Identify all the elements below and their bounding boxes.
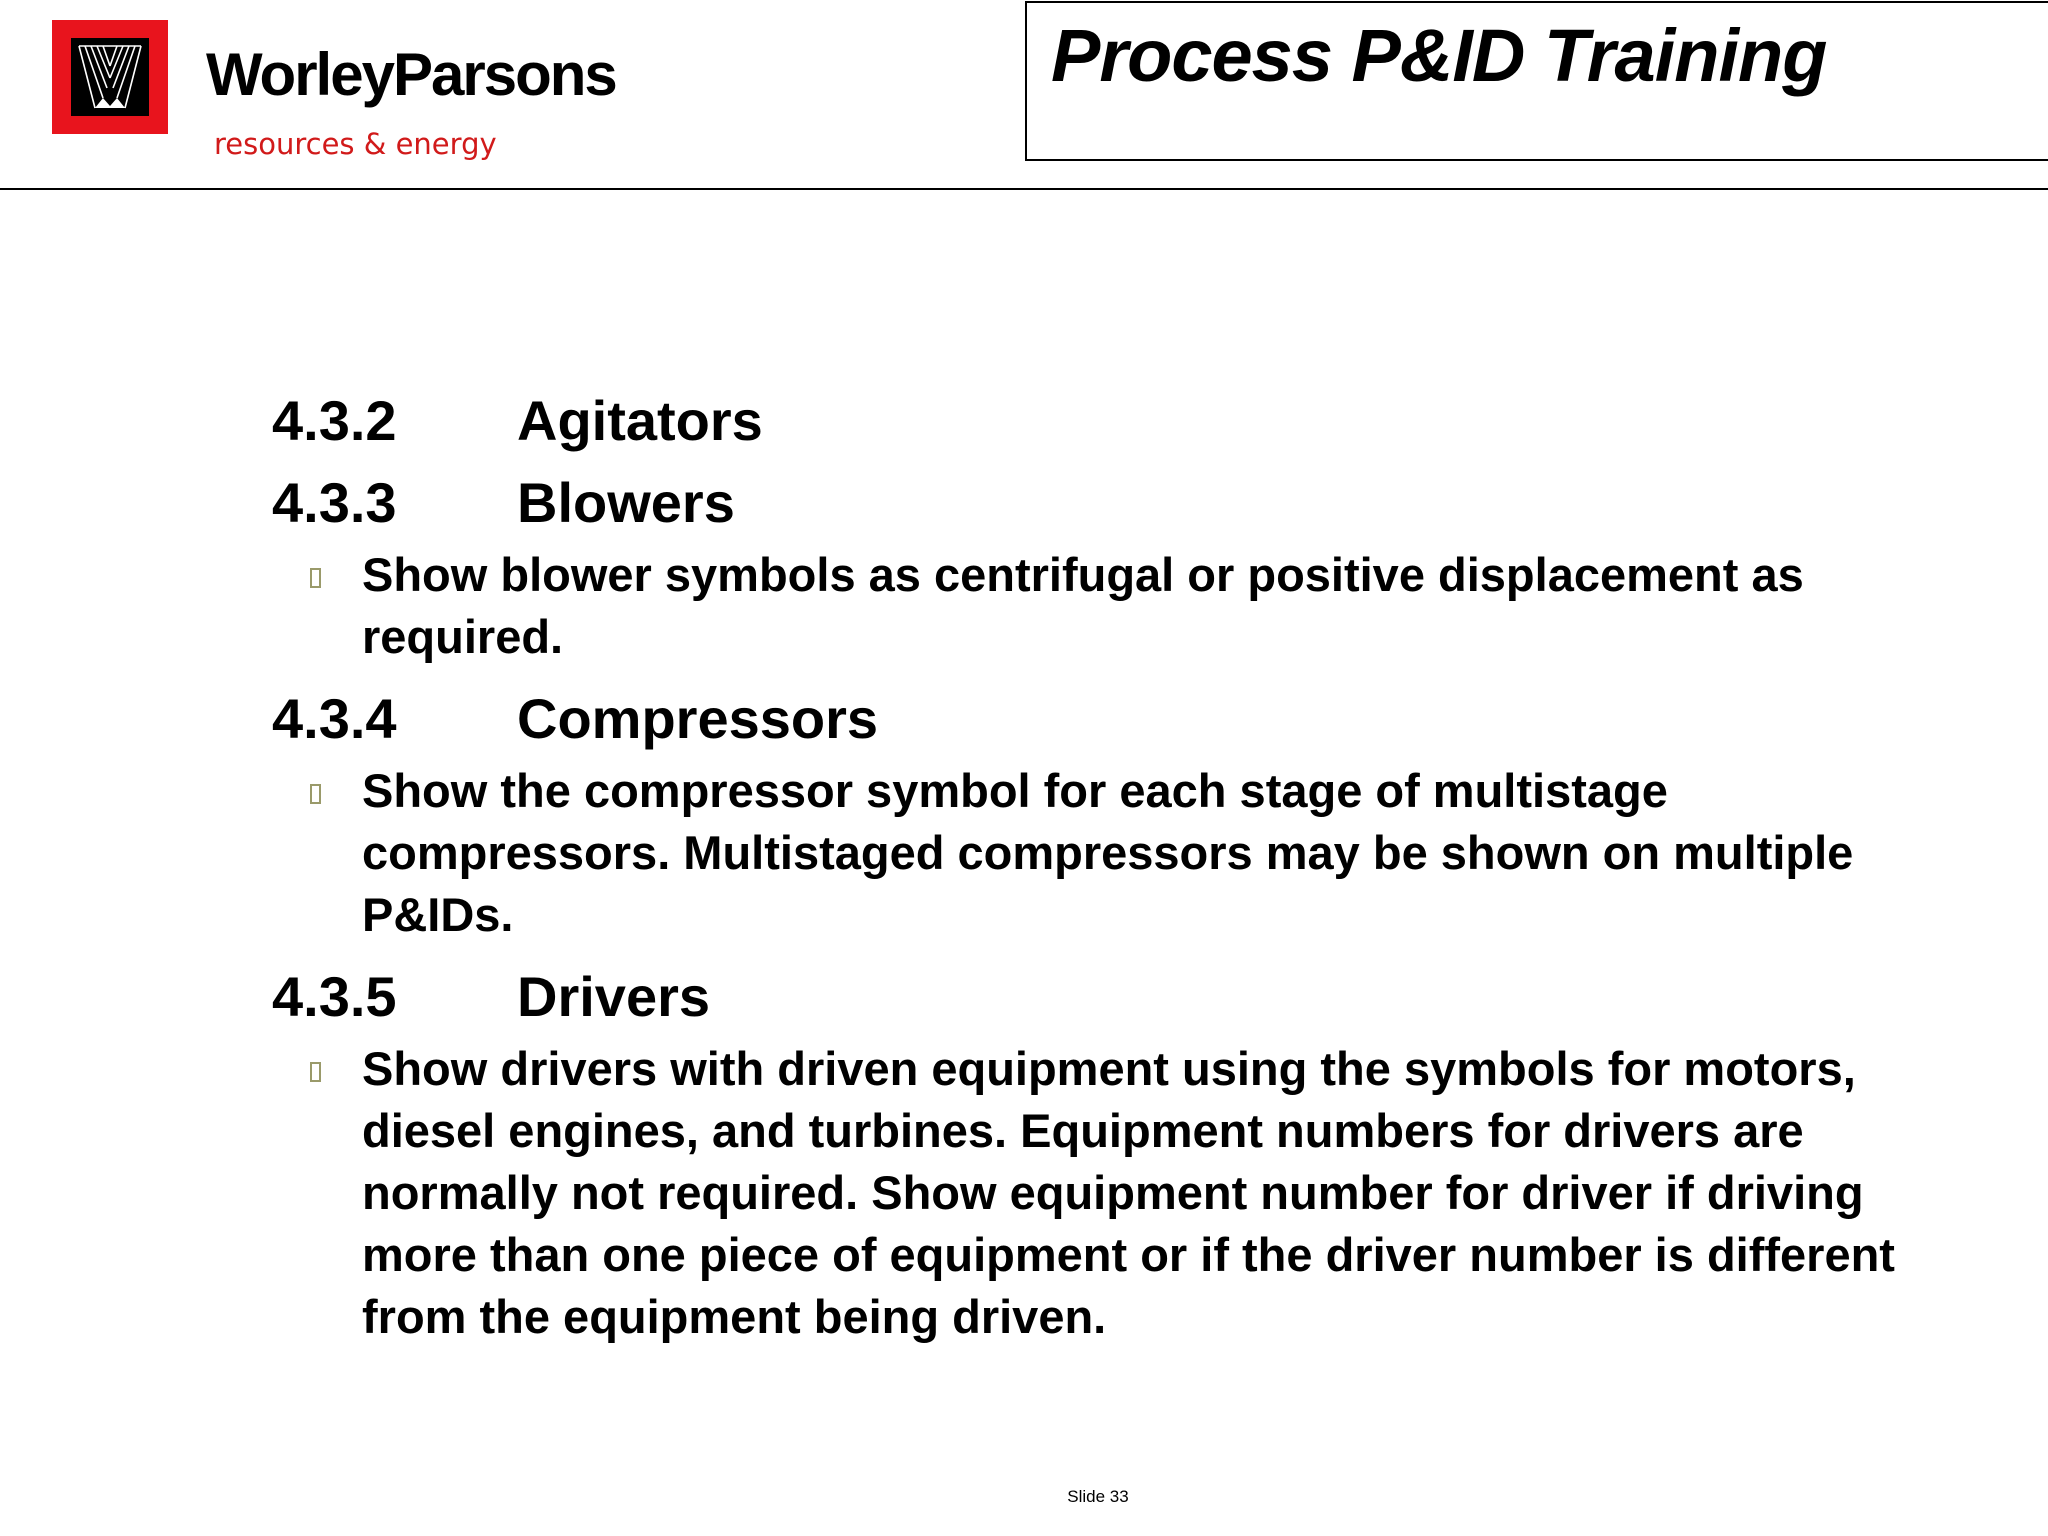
- brand-name: WorleyParsons: [206, 41, 616, 108]
- slide-content: [272, 380, 1972, 1358]
- bullet-text: Show the compressor symbol for each stage of multistage compressors. Multistaged compressors may be shown on multiple P&IDs.: [362, 764, 1854, 941]
- section-number: 4.3.3: [272, 471, 397, 534]
- brand-tagline: resources & energy: [214, 127, 497, 161]
- section-blowers: [272, 462, 1972, 668]
- section-title: Compressors: [517, 687, 879, 750]
- bullet-icon: [310, 544, 362, 668]
- section-title: Agitators: [517, 389, 763, 452]
- section-heading: [272, 678, 1972, 760]
- worleyparsons-logo-icon: [71, 38, 149, 116]
- bullet-item: [272, 760, 1972, 946]
- title-box: [1025, 1, 2048, 161]
- header-divider: [0, 188, 2048, 190]
- bullet-icon: [310, 1038, 362, 1348]
- section-heading: [272, 956, 1972, 1038]
- bullet-text: Show drivers with driven equipment using the symbols for motors, diesel engines, and turbines. Equipment numbers for drivers are normally not required. Show equipment number for driver if driving more than one piece of equipment or if the driver number is different from the equipment being driven.: [362, 1042, 1895, 1343]
- company-logo: [52, 20, 168, 134]
- bullet-text: Show blower symbols as centrifugal or positive displacement as required.: [362, 548, 1804, 663]
- section-title: Drivers: [517, 965, 711, 1028]
- section-title: Blowers: [517, 471, 735, 534]
- section-agitators: [272, 380, 1972, 462]
- section-number: 4.3.2: [272, 389, 397, 452]
- section-number: 4.3.5: [272, 965, 397, 1028]
- slide-number: Slide 33: [1067, 1487, 1129, 1506]
- bullet-item: [272, 1038, 1972, 1348]
- section-heading: [272, 380, 1972, 462]
- section-heading: [272, 462, 1972, 544]
- section-number: 4.3.4: [272, 687, 397, 750]
- section-drivers: [272, 956, 1972, 1348]
- page-title: Process P&ID Training: [1051, 14, 1827, 97]
- bullet-icon: [310, 760, 362, 946]
- bullet-item: [272, 544, 1972, 668]
- section-compressors: [272, 678, 1972, 946]
